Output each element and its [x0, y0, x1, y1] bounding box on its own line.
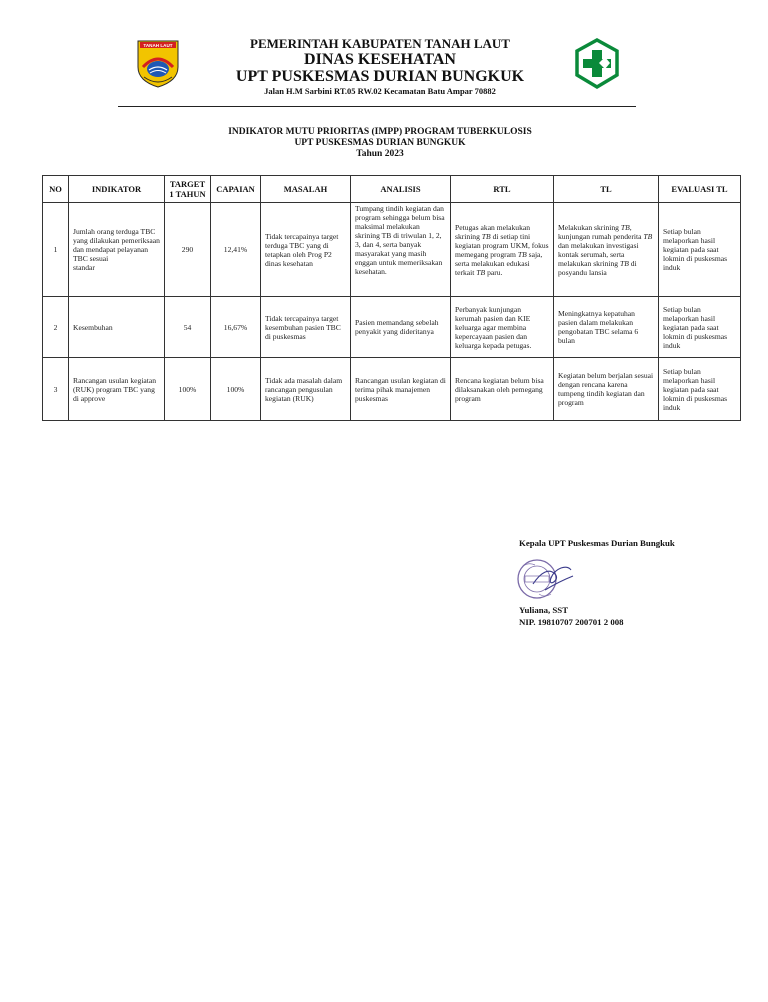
rtl-text: saja, serta melakukan edukasi terkait	[455, 249, 543, 277]
cell-analisis: Pasien memandang sebelah penyakit yang dideritanya	[351, 297, 451, 358]
cell-evaluasi: Setiap bulan melaporkan hasil kegiatan pada saat lokmin di puskesmas induk	[659, 297, 741, 358]
cell-tl: Kegiatan belum berjalan sesuai dengan rencana karena tumpeng tindih kegiatan dan program	[554, 358, 659, 421]
letterhead-agency: DINAS KESEHATAN	[304, 51, 456, 68]
cell-analisis: Tumpang tindih kegiatan dan program sehingga belum bisa maksimal melakukan skrining TB di triwulan 1, 2, 3, dan 4, serta banyak masyarakat yang masih enggan untuk memeriksakan kesehatan.	[351, 203, 451, 297]
cell-evaluasi: Setiap bulan melaporkan hasil kegiatan pada saat lokmin di puskesmas induk	[659, 203, 741, 297]
tl-text: , kunjungan rumah penderita	[558, 222, 644, 241]
signatory-nip: NIP. 19810707 200701 2 008	[519, 617, 624, 627]
cell-evaluasi: Setiap bulan melaporkan hasil kegiatan pada saat lokmin di puskesmas induk	[659, 358, 741, 421]
cell-capaian: 16,67%	[211, 297, 261, 358]
header-analisis: ANALISIS	[351, 176, 451, 203]
cell-no: 3	[43, 358, 69, 421]
cell-indikator: Kesembuhan	[69, 297, 165, 358]
emblem-label: TANAH LAUT	[143, 43, 173, 48]
letterhead	[190, 36, 570, 97]
tl-text: di posyandu lansia	[558, 258, 637, 277]
rtl-text: Petugas akan melakukan skrining	[455, 222, 531, 241]
cell-analisis: Rancangan usulan kegiatan di terima pihak manajemen puskesmas	[351, 358, 451, 421]
header-target-line2: 1 TAHUN	[169, 189, 206, 199]
tl-text: Melakukan skrining	[558, 222, 621, 232]
letterhead-divider	[118, 106, 636, 107]
cell-target: 100%	[165, 358, 211, 421]
signatory-name: Yuliana, SST	[519, 605, 569, 615]
table-row	[43, 358, 741, 421]
cell-no: 2	[43, 297, 69, 358]
cell-target: 54	[165, 297, 211, 358]
cell-masalah: Tidak tercapainya target terduga TBC yang di tetapkan oleh Prog P2 dinas kesehatan	[261, 203, 351, 297]
tl-tb: TB	[620, 222, 630, 232]
tl-text: dan melakukan investigasi kontak serumah, serta melakukan skrining	[558, 240, 639, 268]
rtl-text: paru.	[485, 267, 503, 277]
official-stamp-signature-icon	[515, 554, 577, 604]
table-row	[43, 203, 741, 297]
header-tl: TL	[554, 176, 659, 203]
header-target	[165, 176, 211, 203]
header-capaian: CAPAIAN	[211, 176, 261, 203]
header-masalah: MASALAH	[261, 176, 351, 203]
cell-masalah: Tidak ada masalah dalam rancangan pengusulan kegiatan (RUK)	[261, 358, 351, 421]
cell-rtl	[451, 203, 554, 297]
cell-tl: Meningkatnya kepatuhan pasien dalam melakukan pengobatan TBC selama 6 bulan	[554, 297, 659, 358]
cell-capaian: 100%	[211, 358, 261, 421]
cell-rtl: Rencana kegiatan belum bisa dilaksanakan oleh pemegang program	[451, 358, 554, 421]
title-line-unit: UPT PUSKESMAS DURIAN BUNGKUK	[294, 138, 466, 148]
rtl-tb: TB	[481, 231, 491, 241]
health-cross-icon	[572, 38, 622, 90]
header-no: NO	[43, 176, 69, 203]
indicator-table	[42, 175, 741, 421]
title-line-year: Tahun 2023	[356, 149, 404, 159]
rtl-text: di setiap tini kegiatan program UKM, fokus memegang program	[455, 231, 549, 259]
header-indikator: INDIKATOR	[69, 176, 165, 203]
signature-title: Kepala UPT Puskesmas Durian Bungkuk	[519, 538, 675, 548]
cell-capaian: 12,41%	[211, 203, 261, 297]
tl-tb: TB	[620, 258, 629, 268]
title-line-program: INDIKATOR MUTU PRIORITAS (IMPP) PROGRAM TUBERKULOSIS	[228, 127, 532, 137]
header-target-line1: TARGET	[169, 179, 206, 189]
cell-target: 290	[165, 203, 211, 297]
letterhead-government: PEMERINTAH KABUPATEN TANAH LAUT	[250, 36, 510, 51]
letterhead-address: Jalan H.M Sarbini RT.05 RW.02 Kecamatan Batu Ampar 70882	[264, 86, 496, 96]
document-title	[150, 127, 610, 160]
cell-indikator-text: Jumlah orang terduga TBC yang dilakukan pemeriksaan dan mendapat pelayanan TBC sesuai	[73, 227, 160, 263]
cell-indikator-text-end: standar	[73, 263, 95, 272]
cell-tl	[554, 203, 659, 297]
table-header-row	[43, 176, 741, 203]
letterhead-unit: UPT PUSKESMAS DURIAN BUNGKUK	[235, 68, 525, 85]
rtl-tb: TB	[476, 267, 486, 277]
regency-emblem-icon	[134, 37, 182, 89]
table-row	[43, 297, 741, 358]
rtl-tb: TB	[517, 249, 527, 259]
tl-tb: TB	[643, 231, 653, 241]
header-rtl: RTL	[451, 176, 554, 203]
header-evaluasi: EVALUASI TL	[659, 176, 741, 203]
cell-masalah: Tidak tercapainya target kesembuhan pasien TBC di puskesmas	[261, 297, 351, 358]
cell-indikator: Rancangan usulan kegiatan (RUK) program TBC yang di approve	[69, 358, 165, 421]
cell-no: 1	[43, 203, 69, 297]
cell-indikator	[69, 203, 165, 297]
cell-rtl: Perbanyak kunjungan kerumah pasien dan KIE keluarga agar membina kepercayaan pasien dan keluarga kepada petugas.	[451, 297, 554, 358]
